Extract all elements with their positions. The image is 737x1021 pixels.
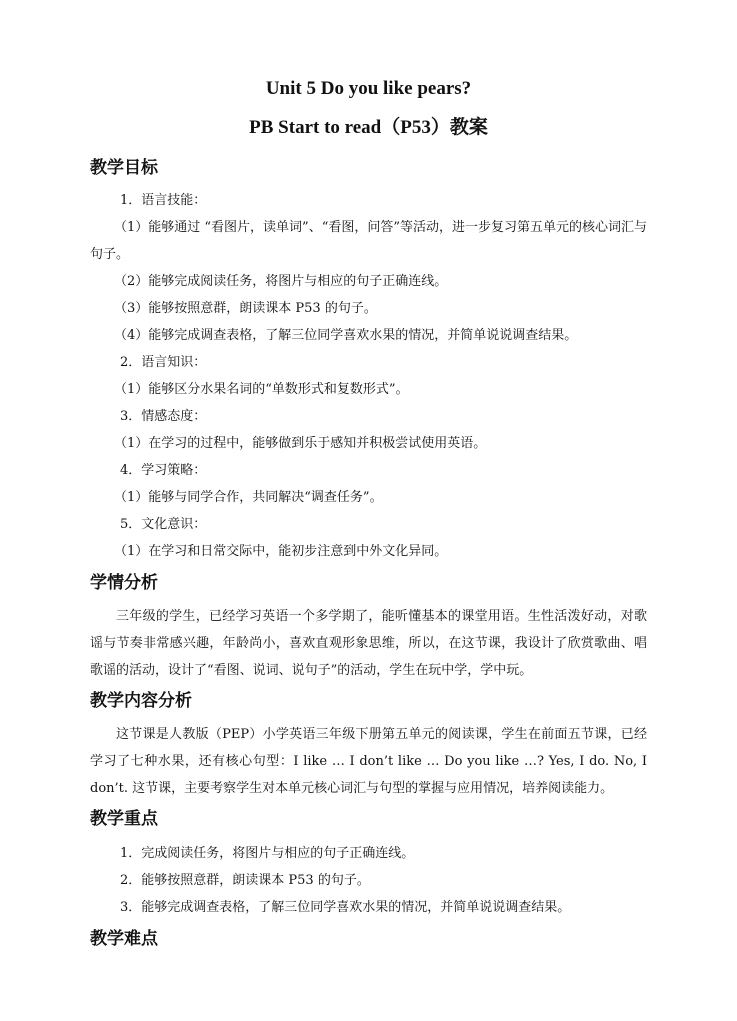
objective-line: （1）能够区分水果名词的“单数形式和复数形式”。	[114, 382, 409, 397]
objective-line: 5．文化意识：	[120, 517, 207, 532]
section-heading-difficulties: 教学难点	[90, 929, 158, 949]
objective-line: 4．学习策略：	[120, 463, 207, 478]
document-subtitle: PB Start to read（P53）教案	[249, 117, 488, 138]
key-point-line: 2．能够按照意群，朗读课本 P53 的句子。	[120, 873, 370, 888]
objective-line: （1）能够与同学合作，共同解决“调查任务”。	[114, 490, 383, 505]
objective-line: （1）在学习的过程中，能够做到乐于感知并积极尝试使用英语。	[114, 436, 487, 451]
section-heading-objectives: 教学目标	[90, 158, 158, 178]
document-title: Unit 5 Do you like pears?	[265, 78, 472, 99]
objective-line: 2．语言知识：	[120, 355, 207, 370]
objective-line: 1．语言技能：	[120, 193, 207, 208]
objective-line: （3）能够按照意群，朗读课本 P53 的句子。	[114, 301, 377, 316]
objective-line: 3．情感态度：	[120, 409, 207, 424]
objective-line: （1）能够通过 “看图片，读单词”、“看图，问答”等活动，进一步复习第五单元的核心词汇与句子。	[90, 220, 647, 262]
section-heading-key-points: 教学重点	[90, 809, 158, 829]
objective-line: （4）能够完成调查表格，了解三位同学喜欢水果的情况，并简单说说调查结果。	[114, 328, 578, 343]
key-point-line: 1．完成阅读任务，将图片与相应的句子正确连线。	[120, 846, 415, 861]
objective-line: （2）能够完成阅读任务，将图片与相应的句子正确连线。	[114, 274, 448, 289]
analysis-paragraph: 三年级的学生，已经学习英语一个多学期了，能听懂基本的课堂用语。生性活泼好动，对歌谣与节奏非常感兴趣，年龄尚小，喜欢直观形象思维，所以，在这节课，我设计了欣赏歌曲、唱歌谣的活动，设计了“看图、说词、说句子”的活动，学生在玩中学，学中玩。	[90, 609, 647, 678]
key-point-line: 3．能够完成调查表格，了解三位同学喜欢水果的情况，并简单说说调查结果。	[120, 900, 571, 915]
objective-line: （1）在学习和日常交际中，能初步注意到中外文化异同。	[114, 544, 448, 559]
content-paragraph: 这节课是人教版（PEP）小学英语三年级下册第五单元的阅读课，学生在前面五节课，已经学习了七种水果，还有核心句型：I like … I don’t like … Do you like …? Yes, I do. No, I don’t. 这节课，主要考察学生对本单元核心词汇与句型的掌握与应用情况，培养阅读能力。	[90, 727, 647, 796]
section-heading-content: 教学内容分析	[90, 691, 192, 711]
section-heading-analysis: 学情分析	[90, 573, 158, 593]
